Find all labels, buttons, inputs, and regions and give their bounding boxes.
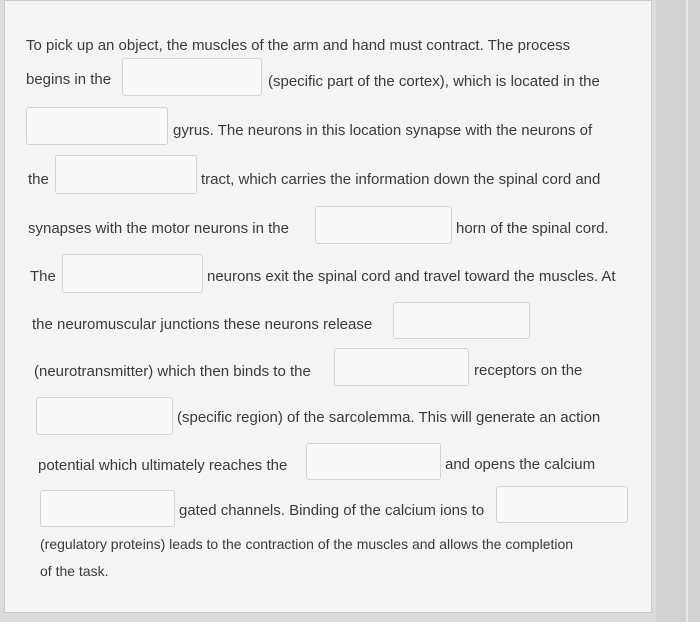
text-line-1: To pick up an object, the muscles of the arm and hand must contract. The process xyxy=(26,37,571,54)
text-potential: potential which ultimately reaches the xyxy=(38,457,288,474)
text-horn-spinal-cord: horn of the spinal cord. xyxy=(456,220,609,237)
text-the: the xyxy=(28,171,49,188)
text-gated-channels: gated channels. Binding of the calcium ions to xyxy=(179,502,485,519)
text-specific-part-cortex: (specific part of the cortex), which is located in the xyxy=(268,73,600,90)
blank-input-cortex-part[interactable] xyxy=(122,58,262,96)
text-specific-region: (specific region) of the sarcolemma. This will generate an action xyxy=(177,409,601,426)
scroll-area xyxy=(656,0,700,622)
text-neuromuscular: the neuromuscular junctions these neurons release xyxy=(32,316,373,333)
text-opens-calcium: and opens the calcium xyxy=(445,456,596,473)
blank-input-calcium-channels[interactable] xyxy=(40,490,175,527)
text-regulatory-proteins: (regulatory proteins) leads to the contraction of the muscles and allows the completion xyxy=(40,536,574,552)
text-the-2: The xyxy=(30,268,56,285)
text-neurotransmitter: (neurotransmitter) which then binds to the xyxy=(34,363,311,380)
blank-input-potential-reaches[interactable] xyxy=(306,443,441,480)
blank-input-neurons[interactable] xyxy=(62,254,203,293)
text-gyrus: gyrus. The neurons in this location synapse with the neurons of xyxy=(173,122,593,139)
blank-input-horn[interactable] xyxy=(315,206,452,244)
blank-input-neurotransmitter[interactable] xyxy=(393,302,530,339)
text-of-the-task: of the task. xyxy=(40,563,109,579)
blank-input-gyrus[interactable] xyxy=(26,107,168,145)
text-neurons-exit: neurons exit the spinal cord and travel toward the muscles. At xyxy=(207,268,616,285)
panel-edge xyxy=(686,0,688,622)
text-receptors-on-the: receptors on the xyxy=(474,362,583,379)
text-tract: tract, which carries the information down the spinal cord and xyxy=(201,171,601,188)
blank-input-receptors[interactable] xyxy=(334,348,469,386)
text-begins-in-the: begins in the xyxy=(26,71,112,88)
blank-input-tract[interactable] xyxy=(55,155,197,194)
blank-input-sarcolemma-region[interactable] xyxy=(36,397,173,435)
blank-input-regulatory-proteins[interactable] xyxy=(496,486,628,523)
text-synapses-motor: synapses with the motor neurons in the xyxy=(28,220,289,237)
